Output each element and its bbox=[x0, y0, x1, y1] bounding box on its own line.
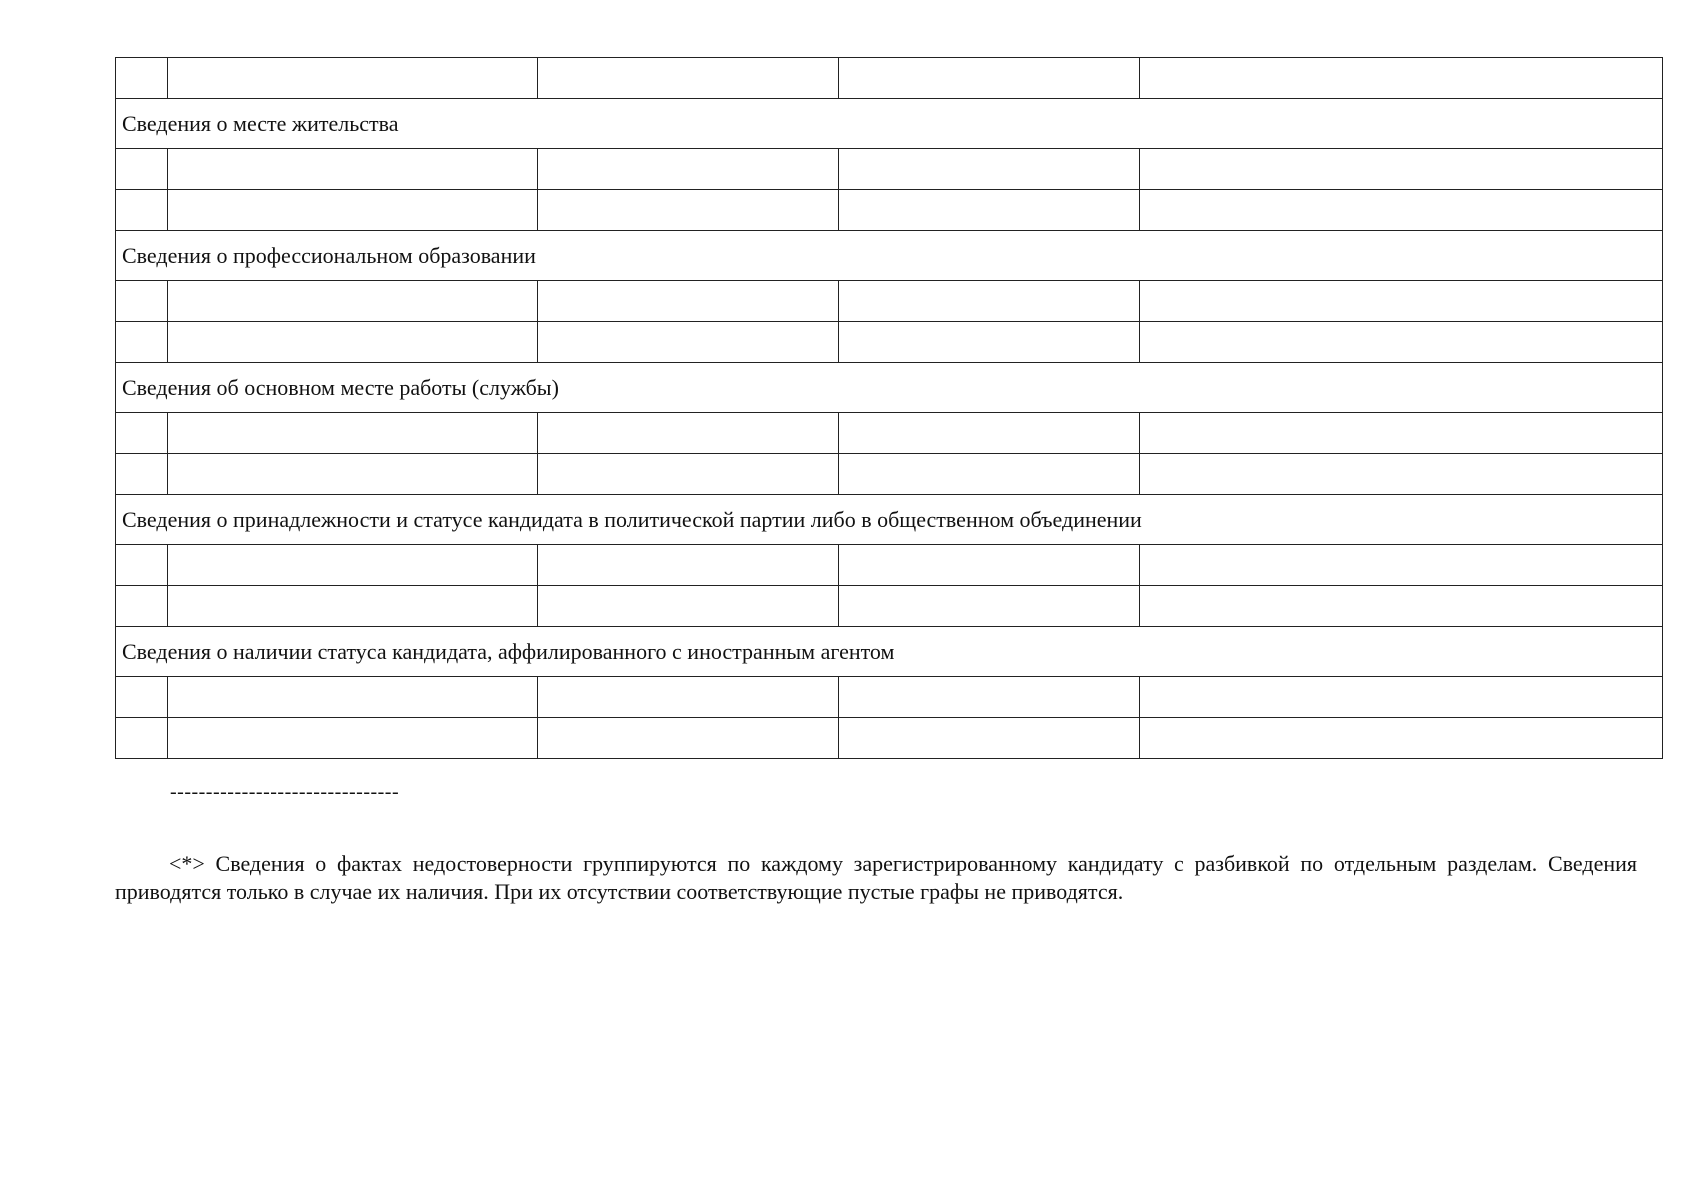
table-cell bbox=[1140, 58, 1663, 99]
table-cell bbox=[116, 586, 168, 627]
table-cell bbox=[116, 545, 168, 586]
table-row bbox=[116, 281, 1663, 322]
table-cell bbox=[168, 190, 538, 231]
table-cell bbox=[538, 149, 839, 190]
table-cell bbox=[538, 190, 839, 231]
table-cell bbox=[116, 677, 168, 718]
table-cell bbox=[538, 718, 839, 759]
table-row bbox=[116, 545, 1663, 586]
table-cell bbox=[116, 281, 168, 322]
table-cell bbox=[538, 677, 839, 718]
table-cell bbox=[1140, 413, 1663, 454]
table-cell bbox=[538, 58, 839, 99]
table-cell bbox=[1140, 149, 1663, 190]
table-cell bbox=[839, 322, 1140, 363]
section-row-foreign-agent bbox=[116, 627, 1663, 677]
table-cell bbox=[116, 718, 168, 759]
table-cell bbox=[538, 586, 839, 627]
table-cell bbox=[1140, 281, 1663, 322]
table-cell bbox=[839, 677, 1140, 718]
table-cell bbox=[116, 322, 168, 363]
table-cell bbox=[1140, 718, 1663, 759]
candidate-data-table bbox=[115, 57, 1663, 759]
table-row bbox=[116, 58, 1663, 99]
table-cell bbox=[839, 718, 1140, 759]
section-heading: Сведения о месте жительства bbox=[116, 99, 1663, 149]
table-cell bbox=[168, 454, 538, 495]
table-cell bbox=[168, 322, 538, 363]
table-cell bbox=[1140, 454, 1663, 495]
table-cell bbox=[1140, 677, 1663, 718]
section-row-work bbox=[116, 363, 1663, 413]
table-cell bbox=[168, 545, 538, 586]
table-cell bbox=[116, 190, 168, 231]
table-cell bbox=[538, 281, 839, 322]
table-cell bbox=[168, 677, 538, 718]
table-cell bbox=[839, 586, 1140, 627]
table-cell bbox=[538, 454, 839, 495]
table-cell bbox=[168, 413, 538, 454]
table-cell bbox=[839, 281, 1140, 322]
footnote-text: <*> Сведения о фактах недостоверности группируются по каждому зарегистрированному кандидату с разбивкой по отдельным разделам. Сведения приводятся только в случае их наличия. При их отсутствии соответствующие пустые графы не приводятся. bbox=[115, 851, 1637, 904]
table-cell bbox=[168, 718, 538, 759]
table-cell bbox=[116, 58, 168, 99]
table-cell bbox=[168, 586, 538, 627]
table-cell bbox=[839, 413, 1140, 454]
table-cell bbox=[538, 322, 839, 363]
table-cell bbox=[839, 149, 1140, 190]
table-cell bbox=[839, 545, 1140, 586]
table-row bbox=[116, 718, 1663, 759]
section-row-party bbox=[116, 495, 1663, 545]
section-heading: Сведения о наличии статуса кандидата, аффилированного с иностранным агентом bbox=[116, 627, 1663, 677]
table-row bbox=[116, 677, 1663, 718]
table-row bbox=[116, 586, 1663, 627]
table-row bbox=[116, 322, 1663, 363]
section-heading: Сведения об основном месте работы (службы) bbox=[116, 363, 1663, 413]
section-heading: Сведения о принадлежности и статусе кандидата в политической партии либо в общественном объединении bbox=[116, 495, 1663, 545]
table-cell bbox=[1140, 586, 1663, 627]
table-row bbox=[116, 190, 1663, 231]
table-cell bbox=[116, 413, 168, 454]
section-row-residence bbox=[116, 99, 1663, 149]
section-row-education bbox=[116, 231, 1663, 281]
table-cell bbox=[1140, 190, 1663, 231]
section-heading: Сведения о профессиональном образовании bbox=[116, 231, 1663, 281]
table-row bbox=[116, 149, 1663, 190]
table-row bbox=[116, 413, 1663, 454]
table-cell bbox=[538, 545, 839, 586]
table-cell bbox=[168, 281, 538, 322]
table-cell bbox=[839, 58, 1140, 99]
table-cell bbox=[116, 454, 168, 495]
table-cell bbox=[1140, 322, 1663, 363]
table-cell bbox=[116, 149, 168, 190]
table-cell bbox=[1140, 545, 1663, 586]
table-cell bbox=[168, 149, 538, 190]
table-cell bbox=[839, 454, 1140, 495]
table-cell bbox=[538, 413, 839, 454]
table-row bbox=[116, 454, 1663, 495]
table-cell bbox=[839, 190, 1140, 231]
footnote-separator: -------------------------------- bbox=[170, 781, 400, 803]
table-cell bbox=[168, 58, 538, 99]
